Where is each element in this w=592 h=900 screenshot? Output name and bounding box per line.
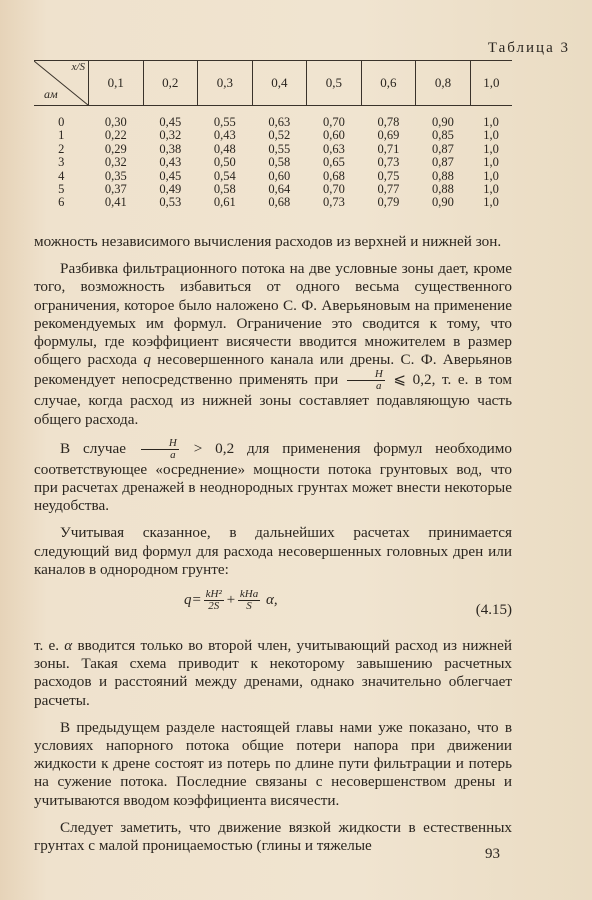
table-cell: 0,61: [213, 195, 236, 210]
paragraph-text: > 0,2 для применения формул необходимо соответствующее «осреднение» мощности потока грунтовых вод, что при расчетах дренажей в неоднородных грунтах может внести некоторые неудобства.: [34, 439, 513, 515]
table-cell: 0,48: [213, 141, 236, 156]
table-cell: 0,55: [213, 115, 236, 129]
table-cell: 0,63: [268, 115, 291, 129]
formula-4-15: [34, 589, 512, 629]
paragraph-note: Следует заметить, что движение вязкой жидкости в естественных грунтах с малой проницаемостью (глины и тяжелые: [34, 818, 512, 855]
table-cell: 0,73: [377, 155, 400, 170]
row-label: 4: [58, 168, 65, 183]
paragraph-text: Разбивка фильтрационного потока на две условные зоны дает, кроме того, возможность избавиться от одного весьма существенного ограничения, которое было наложено С. Ф. Аверьяновым на применение рекомендуемых им формул. Ограничение это сводится к тому, что формулы, где коэффициент висячести вводится множителем в размер общего расхода: [34, 260, 512, 369]
table-cell: 0,60: [322, 128, 345, 143]
variable-q: q: [143, 351, 151, 369]
table-header-row: [34, 61, 512, 106]
table-row: [34, 196, 512, 209]
table-cell: 0,90: [432, 195, 454, 210]
table-cell: 1,0: [483, 128, 499, 143]
table-cell: 1,0: [483, 141, 499, 156]
column-header: 0,2: [143, 61, 198, 106]
fraction-term-1: $\frac{\text{kH²}}{2S}$: [205, 588, 222, 613]
row-label: 3: [58, 155, 65, 170]
table-cell: 0,32: [159, 128, 182, 143]
table-caption: Таблица 3: [487, 40, 570, 56]
column-header: 0,1: [89, 61, 144, 106]
table-cell: 0,87: [432, 155, 454, 170]
paragraph-zones: [34, 260, 512, 429]
table-row: [34, 106, 512, 130]
table-cell: 0,29: [104, 141, 127, 156]
table-cell: 0,32: [104, 155, 127, 170]
table-cell: 0,38: [159, 141, 182, 156]
column-header: 0,3: [198, 61, 253, 106]
column-header: 0,5: [307, 61, 362, 106]
table-cell: 0,58: [268, 155, 291, 170]
table-body: [34, 106, 512, 210]
table-cell: 0,70: [322, 182, 345, 197]
table-cell: 1,0: [483, 182, 499, 197]
table-cell: 0,88: [432, 168, 454, 183]
equation-number: (4.15): [475, 602, 512, 619]
table-cell: 0,90: [432, 115, 454, 129]
row-label: 6: [58, 195, 65, 210]
table-cell: 0,75: [377, 168, 400, 183]
table-cell: 0,68: [322, 168, 345, 183]
paragraph-text: ⩽ 0,2, т. е. в том случае, когда расход из нижней зоны составляет подавляющую часть общего расхода.: [34, 371, 513, 428]
column-header: 0,4: [252, 61, 307, 106]
body-text: [34, 233, 512, 855]
table-row: [34, 129, 512, 142]
page-number: 93: [485, 846, 500, 862]
table-cell: 0,79: [377, 195, 400, 210]
table-cell: 0,49: [159, 182, 182, 197]
table-cell: 0,50: [213, 155, 236, 170]
paragraph-previous-section: В предыдущем разделе настоящей главы нами уже показано, что в условиях напорного потока общие потери напора при движении жидкости к дрене состоят из потерь по длине пути фильтрации и потерь на сужение потока. Последние связаны с несовершенством дрены и учитываются вводом коэффициента висячести.: [34, 718, 512, 809]
table-cell: 0,54: [213, 168, 236, 183]
table-cell: 0,70: [322, 115, 345, 129]
fraction-h-over-a: $\frac{H}{a}$: [141, 438, 179, 461]
table-cell: 0,43: [159, 155, 182, 170]
fraction-term-2: $\frac{\text{kHa}}{S}$: [239, 588, 259, 613]
table-cell: 0,68: [268, 195, 291, 210]
table-cell: 1,0: [483, 155, 499, 170]
table-cell: 0,71: [377, 141, 400, 156]
table-cell: 0,63: [322, 141, 345, 156]
table-cell: 0,53: [159, 195, 182, 210]
table-cell: 0,58: [213, 182, 236, 197]
paragraph-text: несовершенного канала или дрены. С. Ф. Аверьянов рекомендует непосредственно применять при: [34, 351, 512, 389]
fraction-h-over-a: $\frac{H}{a}$: [347, 369, 385, 392]
table-row: [34, 156, 512, 169]
row-label: 1: [58, 128, 65, 143]
table-row: [34, 170, 512, 183]
row-axis-label: aм: [44, 87, 58, 101]
column-axis-label: x/S: [71, 61, 85, 73]
table-cell: 0,30: [104, 115, 127, 129]
table-cell: 0,22: [104, 128, 127, 143]
table-cell: 0,78: [377, 115, 400, 129]
paragraph-formula-intro: Учитывая сказанное, в дальнейших расчетах принимается следующий вид формул для расхода несовершенных головных дрен или каналов в однородном грунте:: [34, 524, 512, 578]
paragraph-after-formula: т. е. α вводится только во второй член, учитывающий расход из нижней зоны. Такая схема приводит к некоторому завышению расчетных расходов и расстояний между дренами, однако значительно облегчает расчеты.: [34, 637, 513, 709]
table-corner-cell: [34, 61, 89, 106]
coefficient-table: [34, 60, 512, 210]
table-cell: 1,0: [483, 168, 499, 183]
table-cell: 1,0: [483, 115, 499, 129]
table-cell: 0,77: [377, 182, 400, 197]
column-header: 0,8: [416, 61, 471, 106]
row-label: 5: [58, 182, 65, 197]
table-cell: 0,73: [322, 195, 345, 210]
table-cell: 0,87: [432, 141, 454, 156]
row-label: 0: [58, 115, 65, 129]
paragraph-text: В случае: [60, 439, 127, 457]
table-cell: 0,69: [377, 128, 400, 143]
table-cell: 0,88: [432, 182, 454, 197]
table-cell: 0,65: [322, 155, 345, 170]
table-cell: 0,60: [268, 168, 291, 183]
table-cell: 0,55: [268, 141, 291, 156]
table-cell: 0,37: [104, 182, 127, 197]
table-cell: 0,43: [213, 128, 236, 143]
table-cell: 0,45: [159, 168, 182, 183]
table-cell: 0,85: [432, 128, 454, 143]
formula-expression: q= $\frac{\text{kH²}}{2S}$ + $\frac{\text{kHa}}{S}$ α,: [184, 588, 278, 613]
table-cell: 0,35: [104, 168, 127, 183]
table-cell: 1,0: [483, 195, 499, 210]
paragraph-continuation: можность независимого вычисления расходов из верхней и нижней зон.: [34, 233, 502, 250]
table-cell: 0,52: [268, 128, 291, 143]
row-label: 2: [58, 141, 65, 156]
column-header: 1,0: [470, 61, 512, 106]
variable-alpha: α: [64, 637, 73, 655]
table-cell: 0,64: [268, 182, 291, 197]
paragraph-case: [34, 438, 512, 516]
table-row: [34, 183, 512, 196]
table-cell: 0,41: [104, 195, 127, 210]
column-header: 0,6: [361, 61, 416, 106]
table-cell: 0,45: [159, 115, 182, 129]
table-row: [34, 143, 512, 156]
